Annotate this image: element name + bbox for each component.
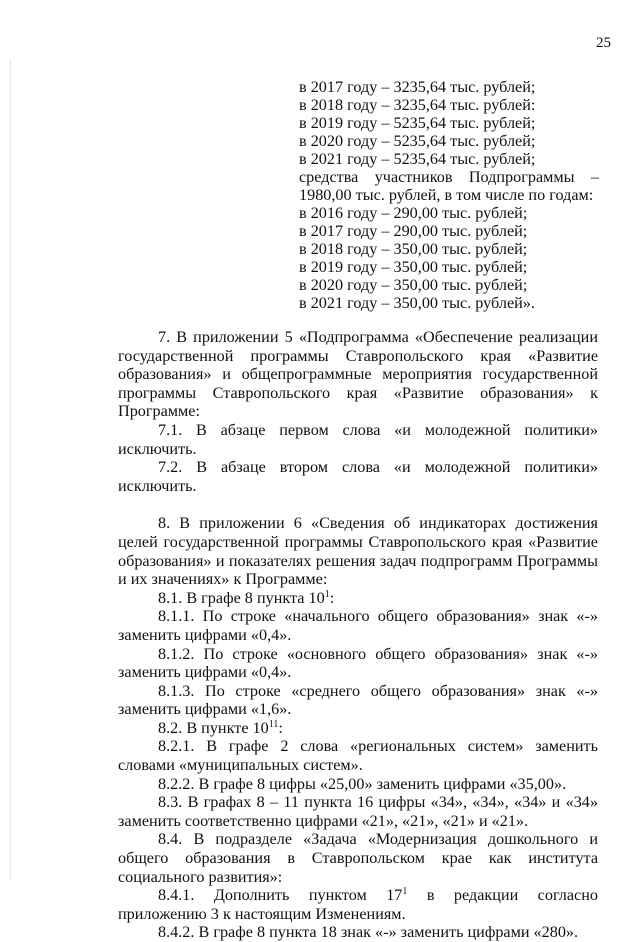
funding-line: в 2020 году – 5235,64 тыс. рублей;: [299, 132, 536, 150]
funding-line: в 2017 году – 3235,64 тыс. рублей;: [299, 78, 536, 96]
funding-line: в 2021 году – 350,00 тыс. рублей».: [299, 294, 535, 312]
scan-margin-line: [10, 60, 11, 880]
section-7-intro: 7. В приложении 5 «Подпрограмма «Обеспечение реализации государственной программы Ставропольского края «Развитие образования» и общепрограммные мероприятия государственной программы Ставропольского края «Развитие образования» к Программе:: [118, 328, 598, 421]
funding-line: в 2018 году – 350,00 тыс. рублей;: [299, 240, 528, 258]
participants-word: средства: [299, 168, 359, 186]
item-8-1-1: 8.1.1. По строке «начального общего образования» знак «-» заменить цифрами «0,4».: [118, 607, 598, 644]
item-7-2: 7.2. В абзаце втором слова «и молодежной политики» исключить.: [118, 458, 598, 495]
item-8-2-1: 8.2.1. В графе 2 слова «региональных систем» заменить словами «муниципальных систем».: [118, 737, 598, 775]
item-8-4: 8.4. В подразделе «Задача «Модернизация дошкольного и общего образования в Ставропольском крае как института социального развития»:: [118, 830, 598, 886]
funding-line: в 2017 году – 290,00 тыс. рублей;: [299, 222, 528, 240]
participants-word: участников: [374, 168, 453, 186]
superscript: 11: [268, 718, 279, 730]
funding-line: в 2019 году – 5235,64 тыс. рублей;: [299, 114, 536, 132]
funding-block: [299, 78, 599, 312]
funding-line: в 2016 году – 290,00 тыс. рублей;: [299, 204, 528, 222]
item-8-1-text: 8.1. В графе 8 пункта 10: [158, 588, 325, 607]
main-text: [118, 328, 598, 942]
item-8-1-2: 8.1.2. По строке «основного общего образования» знак «-» заменить цифрами «0,4».: [118, 644, 598, 682]
participants-total: 1980,00 тыс. рублей, в том числе по годам:: [299, 186, 594, 204]
item-8-2-2: 8.2.2. В графе 8 цифры «25,00» заменить цифрами «35,00».: [158, 774, 567, 793]
item-8-3: 8.3. В графах 8 – 11 пункта 16 цифры «34», «34», «34» и «34» заменить соответственно цифрами «21», «21», «21» и «21».: [118, 793, 598, 830]
item-8-2-colon: :: [278, 718, 283, 737]
item-8-2-text: 8.2. В пункте 10: [158, 718, 269, 737]
funding-line: в 2018 году – 3235,64 тыс. рублей:: [299, 96, 536, 114]
funding-line: в 2020 году – 350,00 тыс. рублей;: [299, 276, 528, 294]
page-number: 25: [596, 35, 611, 51]
superscript: 1: [324, 588, 330, 600]
item-8-2: [118, 719, 598, 738]
funding-line: в 2019 году – 350,00 тыс. рублей;: [299, 258, 528, 276]
participants-word: Подпрограммы: [468, 168, 575, 186]
item-8-4-1-text: 8.4.1. Дополнить пунктом 17: [158, 886, 403, 905]
item-8-1-3: 8.1.3. По строке «среднего общего образования» знак «-» заменить цифрами «1,6».: [118, 681, 598, 719]
item-7-1: 7.1. В абзаце первом слова «и молодежной политики» исключить.: [118, 420, 598, 458]
funding-line: в 2021 году – 5235,64 тыс. рублей;: [299, 150, 536, 168]
participants-line: [299, 168, 599, 186]
item-8-1: [118, 589, 598, 608]
participants-word: –: [590, 168, 599, 186]
section-8-intro: 8. В приложении 6 «Сведения об индикаторах достижения целей государственной программы Ставропольского края «Развитие образования» и показателях решения задач подпрограмм Программы и их значениях» к Программе:: [118, 514, 598, 589]
item-8-1-colon: :: [329, 588, 335, 607]
superscript: 1: [402, 886, 408, 898]
item-8-4-2: 8.4.2. В графе 8 пункта 18 знак «-» заменить цифрами «280».: [158, 923, 579, 942]
item-8-4-1-rest: в редакции согласно приложению 3 к настоящим Изменениям.: [118, 886, 598, 923]
